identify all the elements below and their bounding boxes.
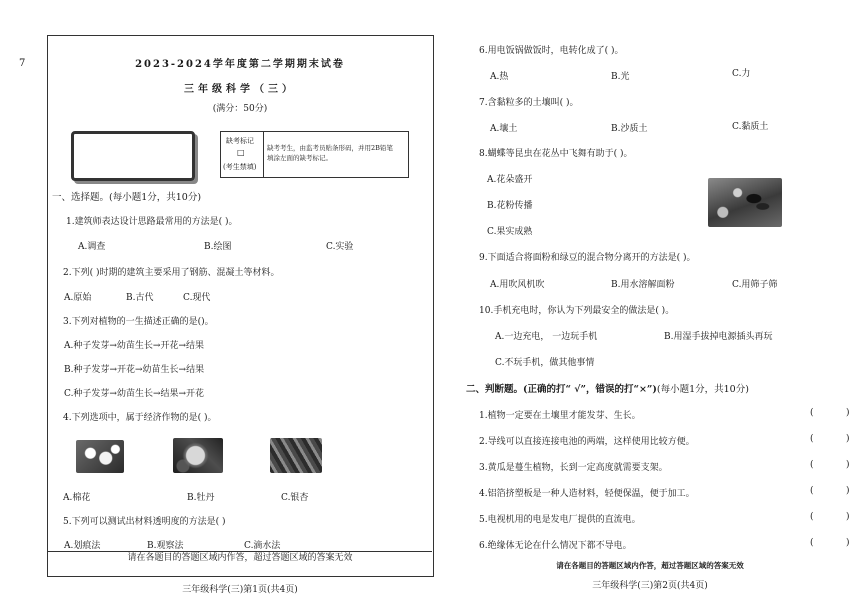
left-page-frame xyxy=(47,35,434,577)
exam-subtitle: 三年级科学（三） xyxy=(184,84,296,95)
barcode-box xyxy=(71,131,195,181)
q1-option-c[interactable]: C.实验 xyxy=(326,242,354,252)
q7-option-b[interactable]: B.沙质土 xyxy=(611,124,648,134)
judge-2-answer-close[interactable]: ) xyxy=(846,434,850,444)
right-answer-area-warning: 请在各题目的答题区域内作答，超过答题区域的答案无效 xyxy=(556,561,744,570)
left-answer-area-warning: 请在各题目的答题区域内作答，超过答题区域的答案无效 xyxy=(127,553,353,563)
q8-option-c[interactable]: C.果实成熟 xyxy=(487,227,533,237)
q9-option-a[interactable]: A.用吹风机吹 xyxy=(490,280,545,290)
section-judge-heading xyxy=(466,381,749,395)
q9-option-c[interactable]: C.用筛子筛 xyxy=(732,280,778,290)
judge-1: 1.植物一定要在土壤里才能发芽、生长。 xyxy=(479,411,641,421)
q4-option-c[interactable]: C.银杏 xyxy=(281,493,309,503)
judge-3-answer-close[interactable]: ) xyxy=(846,460,850,470)
q2-option-b[interactable]: B.古代 xyxy=(126,293,154,303)
judge-5: 5.电视机用的电是发电厂提供的直流电。 xyxy=(479,515,641,525)
absent-checkbox[interactable]: □ xyxy=(237,148,245,157)
judge-1-answer-close[interactable]: ) xyxy=(846,408,850,418)
judge-1-answer-open[interactable]: ( xyxy=(810,408,814,418)
section-judge-scoring: (每小题1分，共10分) xyxy=(656,384,749,395)
q6-option-b[interactable]: B.光 xyxy=(611,72,630,82)
q4-option-a[interactable]: A.棉花 xyxy=(63,493,91,503)
judge-4-answer-open[interactable]: ( xyxy=(810,486,814,496)
q5-option-c[interactable]: C.滴水法 xyxy=(244,541,281,551)
absent-label: 缺考标记 xyxy=(226,137,254,145)
q8-option-a[interactable]: A.花朵盛开 xyxy=(487,175,533,185)
judge-6: 6.绝缘体无论在什么情况下都不导电。 xyxy=(479,541,632,551)
q4-stem: 4.下列选项中，属于经济作物的是( )。 xyxy=(63,413,217,423)
q8-option-b[interactable]: B.花粉传播 xyxy=(487,201,533,211)
q3-option-a[interactable]: A.种子发芽→幼苗生长→开花→结果 xyxy=(64,341,204,351)
q4-option-b[interactable]: B.牡丹 xyxy=(187,493,215,503)
q2-option-c[interactable]: C.现代 xyxy=(183,293,211,303)
judge-5-answer-close[interactable]: ) xyxy=(846,512,850,522)
q10-stem: 10.手机充电时，你认为下列最安全的做法是( )。 xyxy=(479,306,675,316)
judge-4-answer-close[interactable]: ) xyxy=(846,486,850,496)
peony-photo xyxy=(173,438,223,473)
q2-option-a[interactable]: A.原始 xyxy=(64,293,92,303)
q5-stem: 5.下列可以测试出材料透明度的方法是( ) xyxy=(63,517,226,527)
q5-option-b[interactable]: B.观察法 xyxy=(147,541,184,551)
q10-option-a[interactable]: A.一边充电， 一边玩手机 xyxy=(495,332,598,342)
q3-stem: 3.下列对植物的一生描述正确的是()。 xyxy=(63,317,214,327)
q2-stem: 2.下列( )时期的建筑主要采用了钢筋、混凝土等材料。 xyxy=(63,268,280,278)
absent-note-line1: 缺考考生，由监考员贴条形码，并用2B铅笔 xyxy=(267,144,393,152)
cotton-photo xyxy=(76,440,124,473)
judge-6-answer-open[interactable]: ( xyxy=(810,538,814,548)
right-page-footer: 三年级科学(三)第2页(共4页) xyxy=(592,581,708,591)
judge-5-answer-open[interactable]: ( xyxy=(810,512,814,522)
q8-stem: 8.蝴蝶等昆虫在花丛中飞舞有助于( )。 xyxy=(479,149,633,159)
judge-4: 4.铝箔挤塑板是一种人造材料，轻便保温，便于加工。 xyxy=(479,489,695,499)
exam-score: (满分：50分) xyxy=(212,104,268,114)
absent-note-line2: 填涂左面的缺考标记。 xyxy=(267,154,332,162)
q7-option-a[interactable]: A.壤土 xyxy=(490,124,518,134)
q9-option-b[interactable]: B.用水溶解面粉 xyxy=(611,280,675,290)
absent-label-note: (考生禁填) xyxy=(223,163,257,171)
q5-option-a[interactable]: A.划痕法 xyxy=(64,541,101,551)
q3-option-c[interactable]: C.种子发芽→幼苗生长→结果→开花 xyxy=(64,389,205,399)
q6-option-a[interactable]: A.热 xyxy=(490,72,509,82)
judge-2: 2.导线可以直接连接电池的两端，这样使用比较方便。 xyxy=(479,437,695,447)
q6-option-c[interactable]: C.力 xyxy=(732,69,751,79)
judge-6-answer-close[interactable]: ) xyxy=(846,538,850,548)
q1-option-b[interactable]: B.绘图 xyxy=(204,242,232,252)
butterfly-photo xyxy=(708,178,782,227)
q10-option-c[interactable]: C.不玩手机，做其他事情 xyxy=(495,358,595,368)
q3-option-b[interactable]: B.种子发芽→开花→幼苗生长→结果 xyxy=(64,365,205,375)
judge-2-answer-open[interactable]: ( xyxy=(810,434,814,444)
q9-stem: 9.下面适合将面粉和绿豆的混合物分离开的方法是( )。 xyxy=(479,253,696,263)
absent-table-divider xyxy=(263,131,264,178)
q1-option-a[interactable]: A.调查 xyxy=(78,242,106,252)
exam-title: 2023-2024学年度第二学期期末试卷 xyxy=(135,59,345,70)
q10-option-b[interactable]: B.用湿手拔掉电源插头再玩 xyxy=(664,332,773,342)
q6-stem: 6.用电饭锅做饭时，电转化成了( )。 xyxy=(479,46,624,56)
q1-stem: 1.建筑师表达设计思路最常用的方法是( )。 xyxy=(66,217,238,227)
section-judge-title: 二、判断题。(正确的打“ √”，错误的打“×”) xyxy=(466,384,657,395)
q7-stem: 7.含黏粒多的土壤叫( )。 xyxy=(479,98,579,108)
ginkgo-photo xyxy=(270,438,322,473)
left-page-footer: 三年级科学(三)第1页(共4页) xyxy=(182,585,298,595)
judge-3: 3.黄瓜是蔓生植物，长到一定高度就需要支架。 xyxy=(479,463,668,473)
margin-mark: 7 xyxy=(19,58,26,69)
section-choice-heading: 一、选择题。(每小题1分，共10分) xyxy=(52,192,202,203)
judge-3-answer-open[interactable]: ( xyxy=(810,460,814,470)
q7-option-c[interactable]: C.黏质土 xyxy=(732,122,769,132)
